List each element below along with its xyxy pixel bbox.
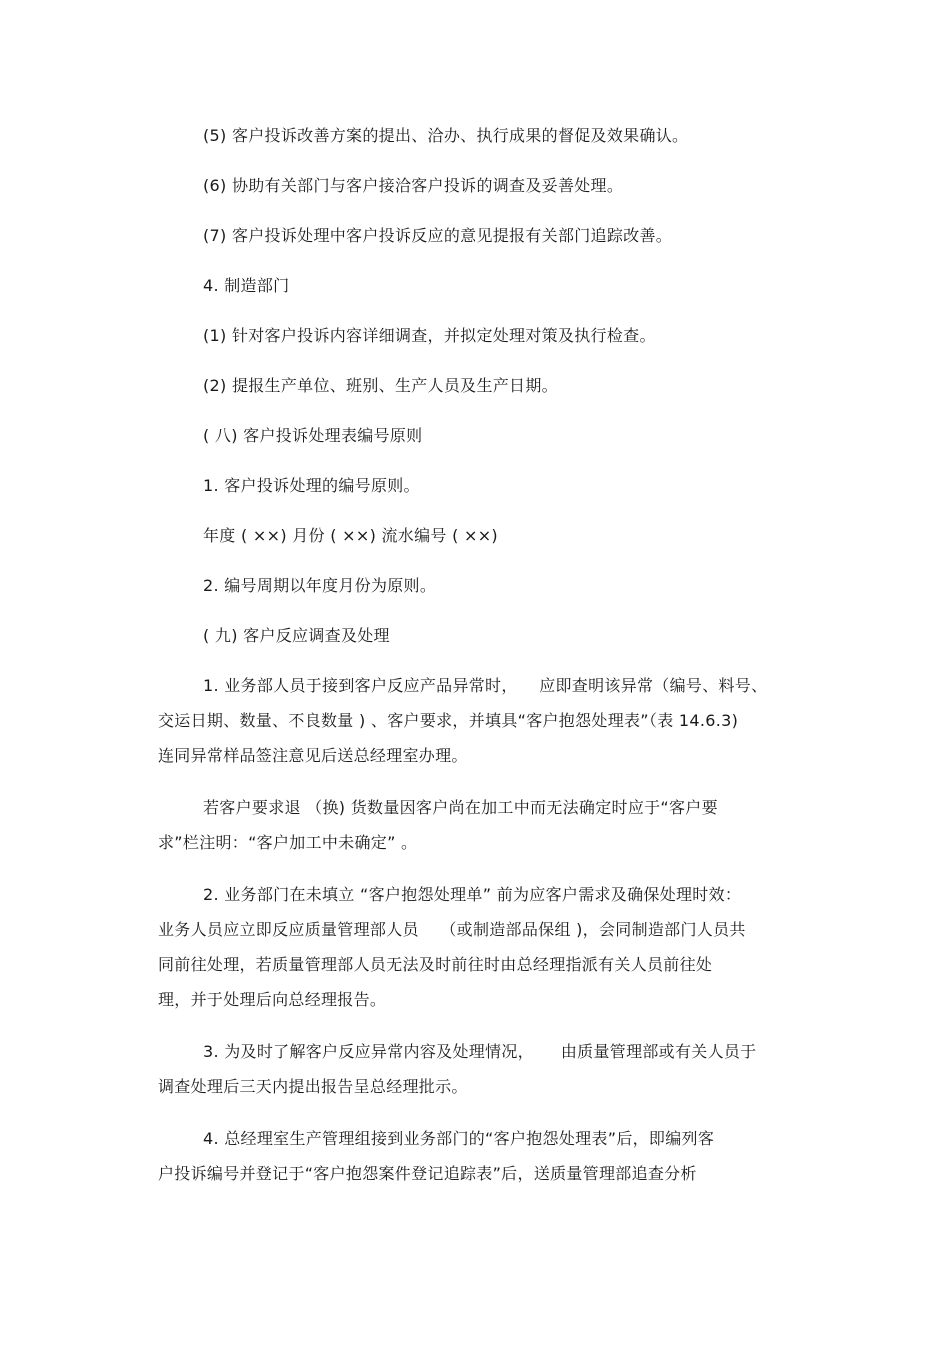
paragraph-line: 若客户要求退 （换) 货数量因客户尚在加工中而无法确定时应于“客户要 bbox=[203, 798, 718, 817]
section-heading: ( 九) 客户反应调查及处理 bbox=[203, 626, 390, 645]
paragraph-line: 1. 客户投诉处理的编号原则。 bbox=[203, 476, 420, 495]
paragraph-line: 2. 编号周期以年度月份为原则。 bbox=[203, 576, 437, 595]
paragraph-line: (5) 客户投诉改善方案的提出、洽办、执行成果的督促及效果确认。 bbox=[203, 126, 689, 145]
paragraph-line: 连同异常样品签注意见后送总经理室办理。 bbox=[158, 746, 468, 765]
paragraph-line: (1) 针对客户投诉内容详细调查，并拟定处理对策及执行检查。 bbox=[203, 326, 656, 345]
paragraph-line: 同前往处理，若质量管理部人员无法及时前往时由总经理指派有关人员前往处 bbox=[158, 955, 713, 974]
paragraph-line: 调查处理后三天内提出报告呈总经理批示。 bbox=[158, 1077, 468, 1096]
section-heading: 4. 制造部门 bbox=[203, 276, 290, 295]
paragraph-line: 交运日期、数量、不良数量 ) 、客户要求，并填具“客户抱怨处理表”（表 14.6.3) bbox=[158, 711, 739, 730]
section-heading: ( 八) 客户投诉处理表编号原则 bbox=[203, 426, 423, 445]
paragraph-line: (6) 协助有关部门与客户接洽客户投诉的调查及妥善处理。 bbox=[203, 176, 624, 195]
paragraph-line: 4. 总经理室生产管理组接到业务部门的“客户抱怨处理表”后，即编列客 bbox=[203, 1129, 715, 1148]
paragraph-line: 户投诉编号并登记于“客户抱怨案件登记追踪表”后，送质量管理部追查分析 bbox=[158, 1164, 697, 1183]
paragraph-line: 年度 ( ××) 月份 ( ××) 流水编号 ( ××) bbox=[203, 526, 498, 545]
paragraph-line: 3. 为及时了解客户反应异常内容及处理情况， 由质量管理部或有关人员于 bbox=[203, 1042, 757, 1061]
paragraph-line: 理，并于处理后向总经理报告。 bbox=[158, 990, 387, 1009]
paragraph-line: 1. 业务部人员于接到客户反应产品异常时， 应即查明该异常（编号、料号、 bbox=[203, 676, 768, 695]
paragraph-line: 2. 业务部门在未填立 “客户抱怨处理单” 前为应客户需求及确保处理时效： bbox=[203, 885, 742, 904]
paragraph-line: (2) 提报生产单位、班别、生产人员及生产日期。 bbox=[203, 376, 558, 395]
paragraph-line: 求”栏注明：“客户加工中未确定” 。 bbox=[158, 833, 418, 852]
paragraph-line: (7) 客户投诉处理中客户投诉反应的意见提报有关部门追踪改善。 bbox=[203, 226, 673, 245]
paragraph-line: 业务人员应立即反应质量管理部人员 （或制造部品保组 )，会同制造部门人员共 bbox=[158, 920, 746, 939]
